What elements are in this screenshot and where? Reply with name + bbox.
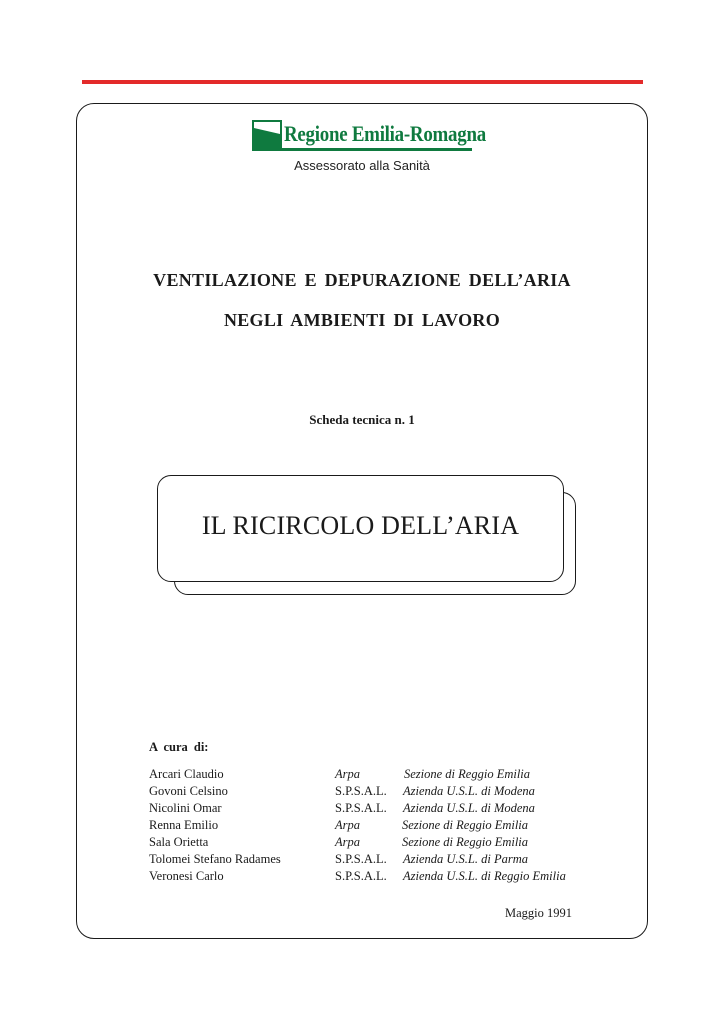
document-title-line-2: NEGLI AMBIENTI DI LAVORO — [223, 310, 501, 330]
author-name: Renna Emilio — [149, 818, 219, 832]
author-org: Arpa — [335, 835, 360, 849]
publication-date: Maggio 1991 — [505, 906, 573, 920]
logo-text: Regione Emilia-Romagna — [284, 121, 486, 146]
author-name: Govoni Celsino — [149, 784, 228, 798]
author-org: S.P.S.A.L. — [335, 852, 387, 866]
author-row — [149, 868, 609, 885]
title-box — [157, 475, 564, 582]
author-dept: Azienda U.S.L. di Parma — [403, 852, 528, 866]
region-logo — [252, 120, 519, 148]
author-dept: Sezione di Reggio Emilia — [402, 835, 529, 849]
author-dept: Azienda U.S.L. di Reggio Emilia — [403, 869, 566, 883]
author-dept: Azienda U.S.L. di Modena — [403, 801, 535, 815]
author-org: S.P.S.A.L. — [335, 801, 387, 815]
author-row — [149, 817, 609, 834]
department-label: Assessorato alla Sanità — [294, 158, 430, 173]
author-org: Arpa — [335, 818, 360, 832]
author-row — [149, 766, 609, 783]
author-row — [149, 800, 609, 817]
region-emblem-icon — [252, 120, 282, 148]
author-org: S.P.S.A.L. — [335, 869, 387, 883]
author-name: Tolomei Stefano Radames — [149, 852, 281, 866]
author-org: S.P.S.A.L. — [335, 784, 387, 798]
author-row — [149, 834, 609, 851]
author-name: Arcari Claudio — [149, 767, 224, 781]
top-red-rule — [82, 80, 643, 84]
author-row — [149, 783, 609, 800]
authors-list — [149, 766, 609, 885]
author-name: Veronesi Carlo — [149, 869, 224, 883]
technical-sheet-label: Scheda tecnica n. 1 — [309, 412, 415, 427]
author-dept: Sezione di Reggio Emilia — [404, 767, 531, 781]
author-dept: Sezione di Reggio Emilia — [402, 818, 529, 832]
document-title-line-1: VENTILAZIONE E DEPURAZIONE DELL’ARIA — [153, 270, 571, 290]
credits-heading: A cura di: — [149, 740, 209, 754]
author-name: Nicolini Omar — [149, 801, 222, 815]
logo-underline — [252, 148, 472, 151]
author-row — [149, 851, 609, 868]
author-dept: Azienda U.S.L. di Modena — [403, 784, 535, 798]
box-title: IL RICIRCOLO DELL’ARIA — [201, 510, 520, 540]
author-name: Sala Orietta — [149, 835, 209, 849]
author-org: Arpa — [335, 767, 360, 781]
